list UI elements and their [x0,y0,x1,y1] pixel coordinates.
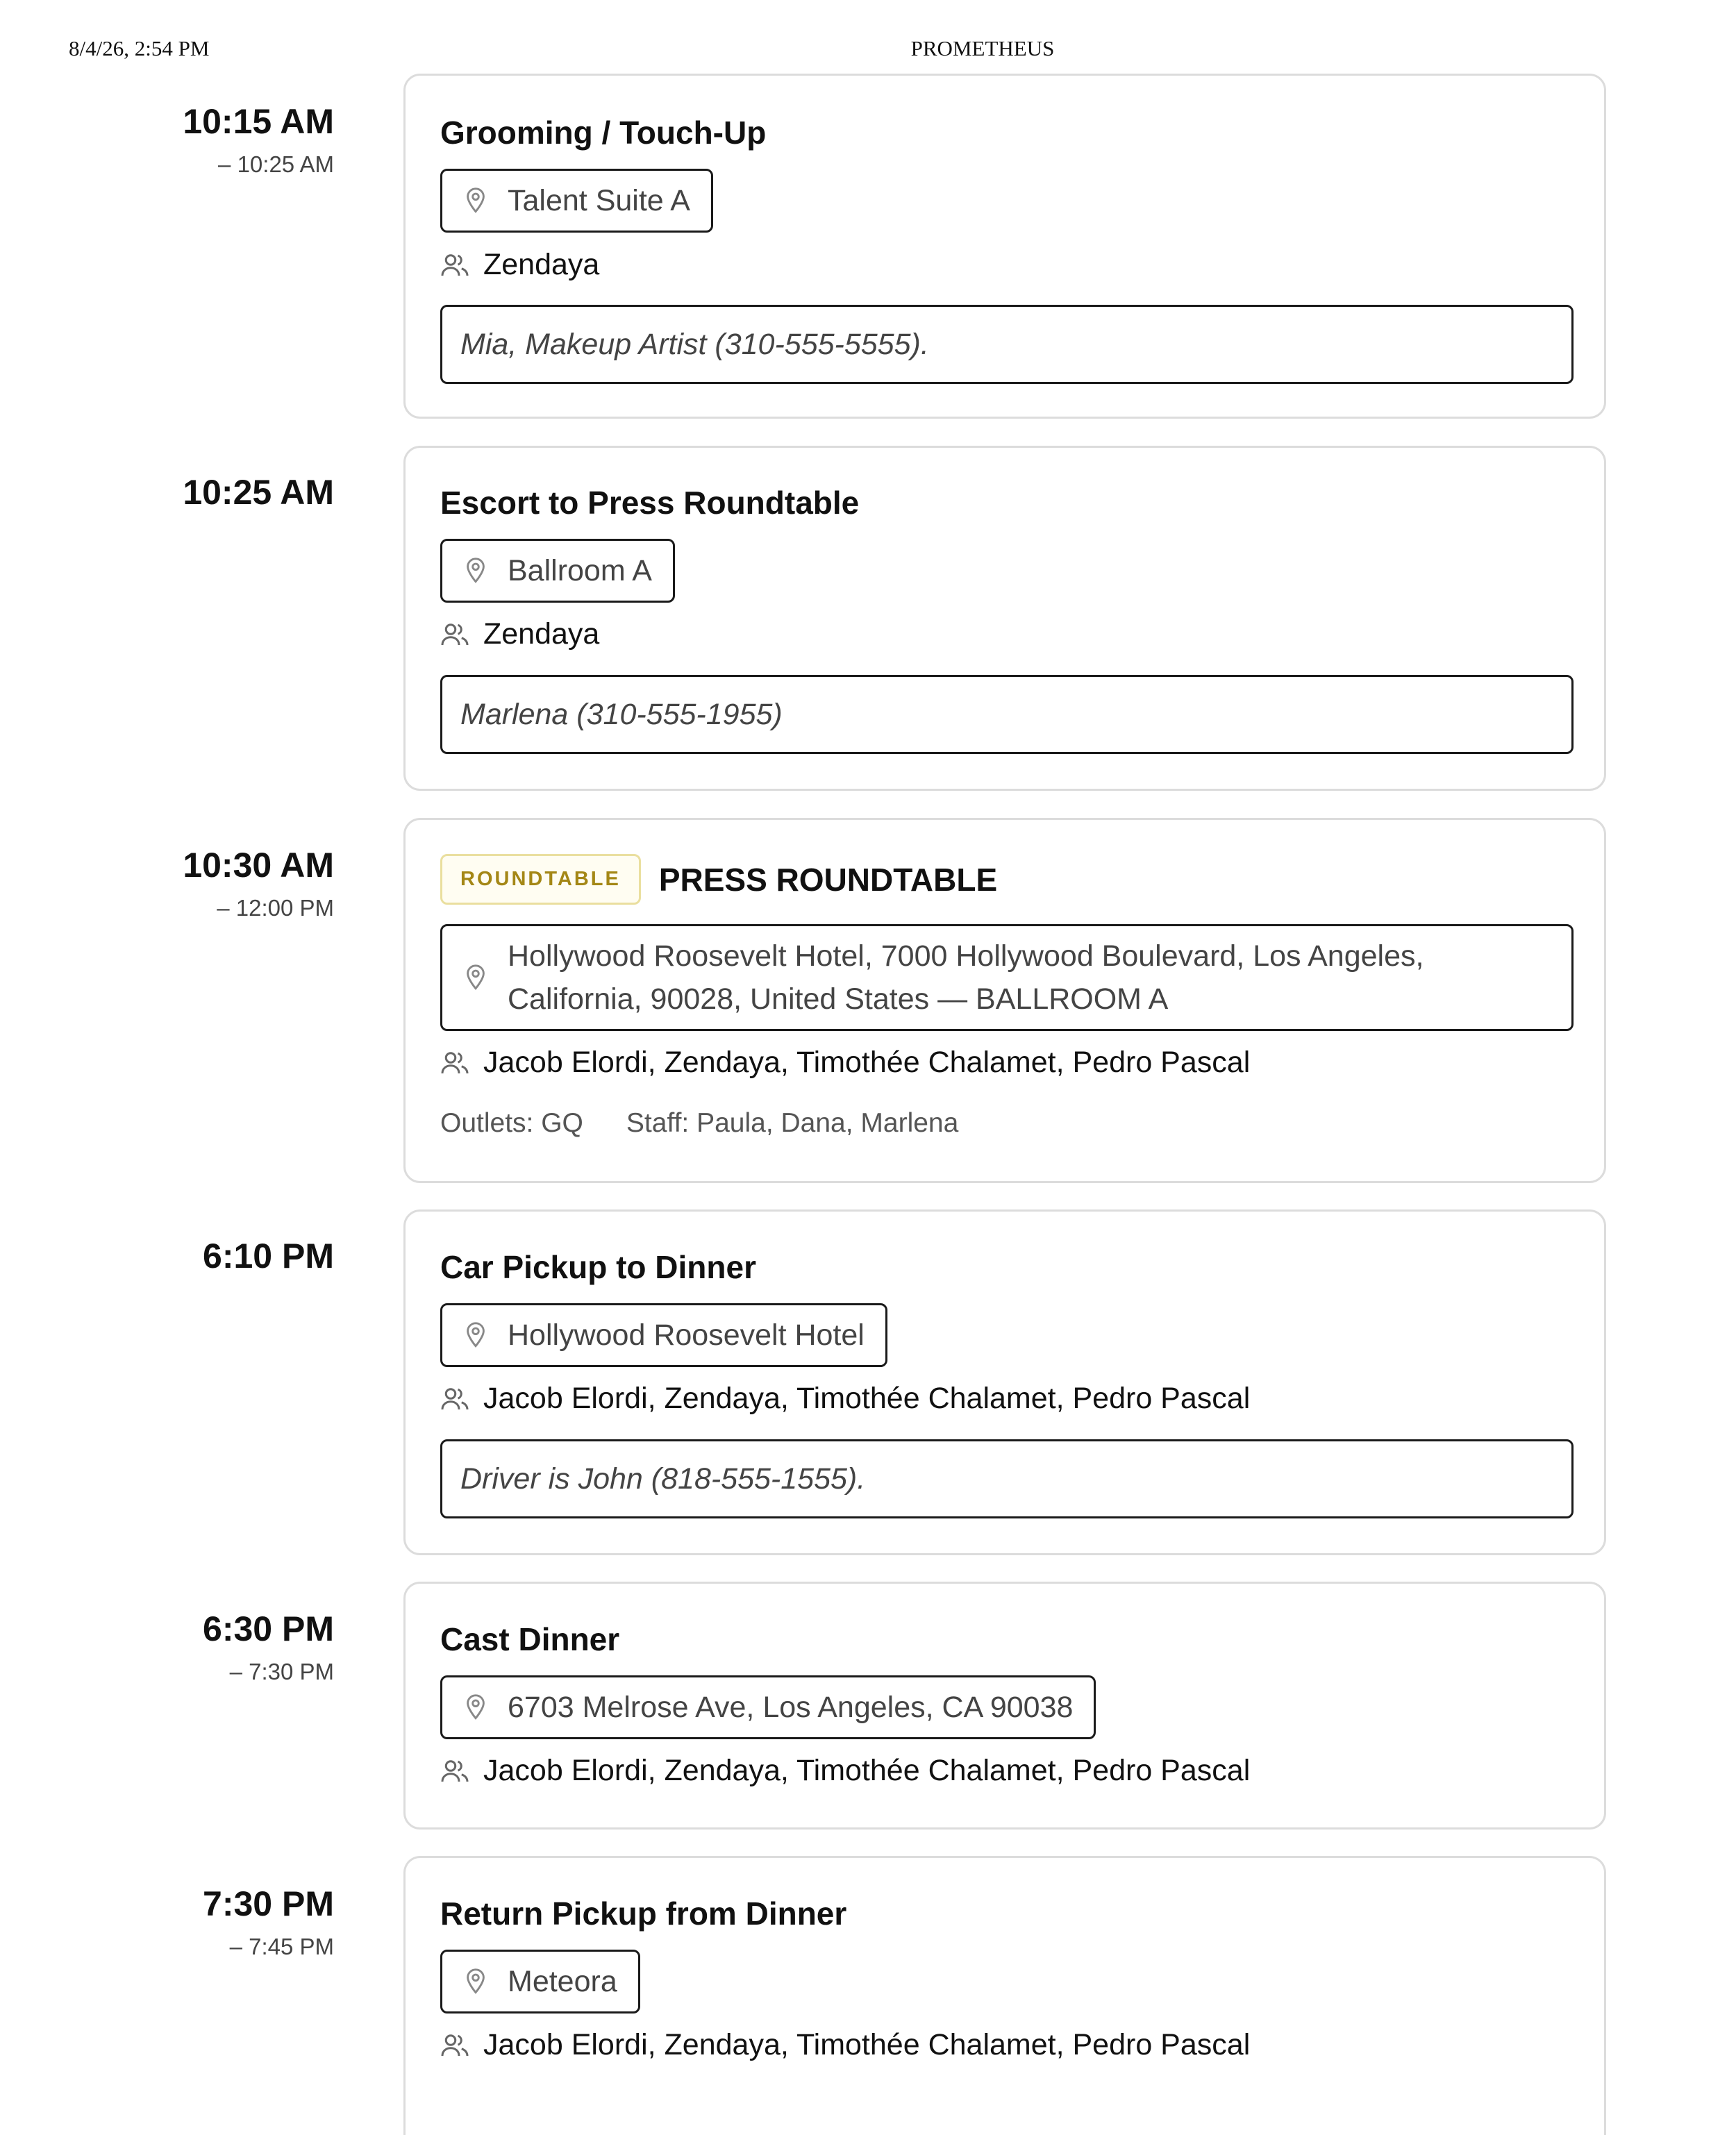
event-card[interactable] [403,1856,1606,2135]
event-start-time: 6:10 PM [203,1237,334,1275]
event-start-time: 7:30 PM [203,1884,334,1923]
location-text: 6703 Melrose Ave, Los Angeles, CA 90038 [508,1690,1074,1724]
print-date: 8/4/26, 2:54 PM [69,36,210,60]
users-icon [440,2032,469,2059]
users-icon [440,1758,469,1784]
users-icon [440,1386,469,1412]
event-staff: Staff: Paula, Dana, Marlena [626,1108,959,1138]
map-pin-icon [463,964,488,991]
event-attendees [440,1382,1250,1416]
attendees-text: Jacob Elordi, Zendaya, Timothée Chalamet, Pedro Pascal [483,1046,1251,1079]
event-location[interactable] [440,1675,1096,1739]
attendees-text: Jacob Elordi, Zendaya, Timothée Chalamet, Pedro Pascal [483,1754,1251,1787]
event-note: Driver is John (818-555-1555). [440,1439,1574,1518]
event-start-time: 6:30 PM [203,1609,334,1648]
event-location[interactable] [440,1303,887,1367]
event-type-badge: ROUNDTABLE [440,854,641,905]
map-pin-icon [463,187,488,215]
event-attendees [440,1046,1250,1080]
print-header [0,36,1736,69]
attendees-text: Jacob Elordi, Zendaya, Timothée Chalamet, Pedro Pascal [483,2028,1251,2061]
users-icon [440,1050,469,1076]
event-location[interactable] [440,169,713,233]
event-title: Grooming / Touch-Up [440,115,767,151]
map-pin-icon [463,1321,488,1349]
event-title-row [440,854,997,905]
event-location[interactable] [440,924,1574,1031]
location-text: Hollywood Roosevelt Hotel, 7000 Hollywood Boulevard, Los Angeles, California, 90028, United States — BALLROOM A [508,939,1424,1016]
event-card[interactable] [403,1582,1606,1830]
event-end-time: – 7:30 PM [229,1659,334,1684]
event-title: Escort to Press Roundtable [440,485,860,521]
event-time [0,1239,334,1273]
attendees-text: Zendaya [483,248,600,281]
print-title: PROMETHEUS [910,36,1055,60]
event-time [0,1611,334,1683]
event-location[interactable] [440,539,675,603]
event-note: Marlena (310-555-1955) [440,675,1574,754]
location-text: Hollywood Roosevelt Hotel [508,1318,865,1352]
map-pin-icon [463,557,488,585]
event-outlets: Outlets: GQ [440,1108,583,1138]
location-text: Talent Suite A [508,183,690,217]
event-title: PRESS ROUNDTABLE [658,861,998,898]
event-location[interactable] [440,1950,640,2013]
event-time [0,1886,334,1958]
event-time [0,104,334,176]
event-title: Cast Dinner [440,1621,620,1657]
event-title: Return Pickup from Dinner [440,1895,847,1932]
attendees-text: Jacob Elordi, Zendaya, Timothée Chalamet, Pedro Pascal [483,1382,1251,1415]
event-time [0,848,334,919]
event-card[interactable] [403,1209,1606,1555]
event-card[interactable] [403,818,1606,1183]
event-start-time: 10:30 AM [183,846,334,885]
event-time [0,475,334,510]
event-note: Mia, Makeup Artist (310-555-5555). [440,305,1574,384]
event-meta [440,1108,958,1139]
users-icon [440,252,469,278]
event-attendees [440,248,599,282]
event-end-time: – 10:25 AM [218,151,334,177]
event-end-time: – 7:45 PM [229,1934,334,1959]
map-pin-icon [463,1693,488,1721]
event-card[interactable] [403,74,1606,419]
map-pin-icon [463,1968,488,1995]
attendees-text: Zendaya [483,617,600,651]
event-attendees [440,617,599,651]
event-card[interactable] [403,446,1606,791]
location-text: Ballroom A [508,553,652,587]
event-start-time: 10:15 AM [183,102,334,141]
event-title: Car Pickup to Dinner [440,1249,756,1285]
users-icon [440,621,469,648]
event-start-time: 10:25 AM [183,473,334,512]
event-end-time: – 12:00 PM [217,895,334,921]
location-text: Meteora [508,1964,617,1998]
event-attendees [440,1754,1250,1788]
event-attendees [440,2028,1250,2062]
